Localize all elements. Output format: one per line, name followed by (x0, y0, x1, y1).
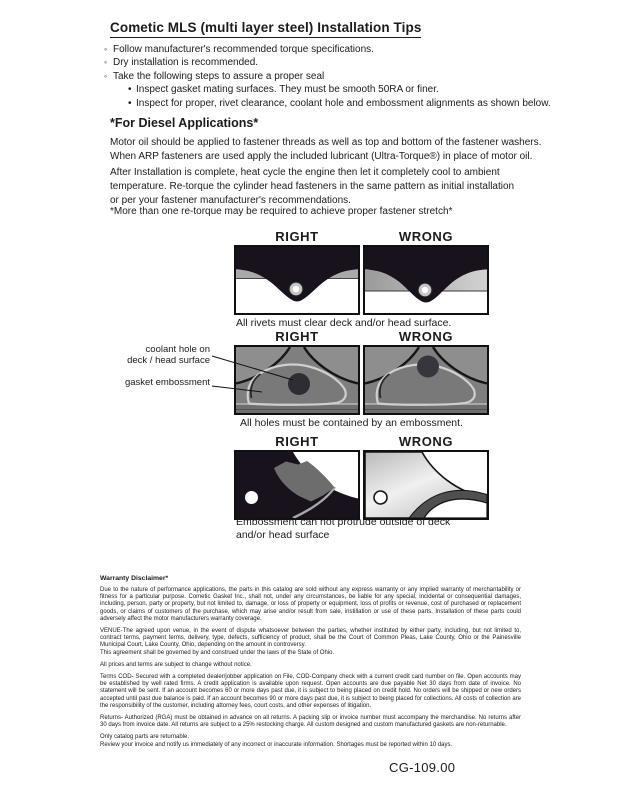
paragraph-line: temperature. Re-torque the cylinder head fasteners in the same pattern as initial installation (110, 180, 515, 192)
paragraph-line: Motor oil should be applied to fastener threads as well as top and bottom of the fastener washers. (110, 137, 542, 148)
label-line: coolant hole on (145, 344, 210, 355)
protrusion-right-diagram (236, 452, 358, 518)
tip-subitem (128, 83, 551, 96)
warranty-paragraph: All prices and terms are subject to change without notice. (100, 661, 252, 668)
embossment-wrong-diagram (365, 347, 487, 413)
tip-text: Follow manufacturer's recommended torque specifications. (113, 44, 374, 55)
embossment-wrong-figure (363, 345, 489, 415)
rivet-clearance-right-diagram (236, 247, 358, 313)
open-bullet-icon: ◦ (104, 70, 108, 81)
bolt-hole-icon (374, 491, 387, 504)
diesel-paragraph-1 (110, 136, 541, 164)
right-label-row1: RIGHT (275, 229, 319, 244)
paragraph-line: or per your fastener manufacturer's recommendations. (110, 194, 351, 206)
warranty-paragraph: Terms COD- Secured with a completed dealer/jobber application on File, COD-Company check with a current credit card number on file. Open accounts may be established by well rated firms. A credit application is available upon request. Open accounts are due payable Net 30 days from date of invoice. No statement will be sent. If an account becomes 60 or more days past due, it is subject to being placed on credit hold. No orders will be shipped or new orders accepted until past due balance is paid. If an account becomes 90 or more days past due, it is subject to being placed for collections. All costs of collection are the responsibility of the customer, including attorney fees, court costs, and other expenses of litigation. (100, 674, 521, 709)
rivet-clearance-right-figure (234, 245, 360, 315)
row3-caption (236, 516, 450, 541)
wrong-label-row1: WRONG (398, 229, 454, 244)
tip-text: Inspect gasket mating surfaces. They must be smooth 50RA or finer. (136, 84, 439, 96)
filled-bullet-icon: • (128, 84, 132, 96)
caption-line: Embossment can not protrude outside of deck (236, 516, 451, 528)
right-label-row3: RIGHT (275, 434, 319, 449)
open-bullet-icon: ◦ (104, 57, 108, 68)
gasket-embossment-label: gasket embossment (124, 377, 210, 388)
warranty-paragraph: Returns- Authorized (RGA) must be obtained in advance on all returns. A packing slip or invoice number must accompany the merchandise. No returns after 30 days from invoice date. All returns are subject to a 25% restocking charge. All custom designed and custom manufactured gaskets are non-returnable. (100, 715, 521, 729)
page-title: Cometic MLS (multi layer steel) Installation Tips (110, 20, 421, 38)
warranty-paragraph: Due to the nature of performance applications, the parts in this catalog are sold without any express warranty or any implied warranty of merchantability or fitness for a particular purpose. Cometic Gasket Inc., shall not, under any circumstances, be liable for any special, incidental or consequential damages, including, person, party or property, but not limited to, damage, or loss of property or equipment, loss of profits or revenue, cost of purchased or replacement goods, or claims of customers of the purchase, which may arise and/or result from sale, instillation or use of these parts. Installation of these parts could adversely affect the motor manufacturers warranty coverage. (100, 587, 521, 622)
page-code: CG-109.00 (389, 760, 456, 775)
filled-bullet-icon: • (128, 97, 132, 109)
paragraph-line: After Installation is complete, heat cycle the engine then let it completely cool to ambient (110, 167, 500, 178)
coolant-hole-label (110, 344, 210, 366)
tip-item (104, 56, 551, 69)
installation-tips-list (104, 43, 551, 110)
warranty-paragraph: Review your invoice and notify us immediately of any incorrect or inaccurate information. Shortages must be reported within 10 days. (100, 741, 453, 748)
tip-text: Take the following steps to assure a proper seal (113, 70, 325, 82)
protrusion-wrong-diagram (365, 452, 487, 518)
rivet-clearance-wrong-diagram (365, 247, 487, 313)
coolant-hole-icon (417, 356, 439, 378)
warranty-paragraph: This agreement shall be governed by and construed under the laws of the State of Ohio. (100, 649, 335, 656)
tip-item (104, 43, 551, 56)
label-line: deck / head surface (127, 355, 210, 366)
wrong-label-row2: WRONG (398, 329, 454, 344)
open-bullet-icon: ◦ (104, 44, 108, 54)
row1-caption: All rivets must clear deck and/or head surface. (236, 317, 452, 329)
diesel-section-heading: *For Diesel Applications* (110, 116, 259, 130)
tip-item (104, 70, 551, 83)
bolt-hole-icon (245, 491, 258, 504)
warranty-disclaimer (100, 575, 521, 754)
warranty-heading: Warranty Disclaimer* (100, 575, 169, 582)
right-label-row2: RIGHT (275, 329, 319, 344)
row2-caption: All holes must be contained by an embossment. (240, 417, 463, 429)
warranty-paragraph: Only catalog parts are returnable. (100, 734, 190, 741)
paragraph-line: When ARP fasteners are used apply the included lubricant (Ultra-Torque®) in place of motor oil. (110, 150, 533, 162)
diesel-paragraph-2 (110, 166, 514, 207)
warranty-paragraph: VENUE-The agreed upon venue, in the event of dispute whatsoever between the parties, whether instituted by either party, including, but not limited to, contract terms, payment terms, delivery, type, defects, sufficiency of product, shall be the Court of Common Pleas, Lake County, Ohio or the Painesville Municipal Court, Lake County, Ohio, depending on the amount in controversy. (100, 628, 521, 649)
embossment-right-diagram (236, 347, 358, 413)
tip-text: Inspect for proper, rivet clearance, coolant hole and embossment alignments as shown below. (136, 97, 551, 109)
tip-text: Dry installation is recommended. (113, 57, 259, 69)
protrusion-right-figure (234, 450, 360, 520)
embossment-right-figure (234, 345, 360, 415)
wrong-label-row3: WRONG (398, 434, 454, 449)
protrusion-wrong-figure (363, 450, 489, 520)
coolant-hole-icon (288, 373, 310, 395)
retorque-note: *More than one re-torque may be required to achieve proper fastener stretch* (110, 206, 453, 217)
rivet-clearance-wrong-figure (363, 245, 489, 315)
tip-subitem (128, 97, 551, 110)
caption-line: and/or head surface (236, 528, 330, 541)
